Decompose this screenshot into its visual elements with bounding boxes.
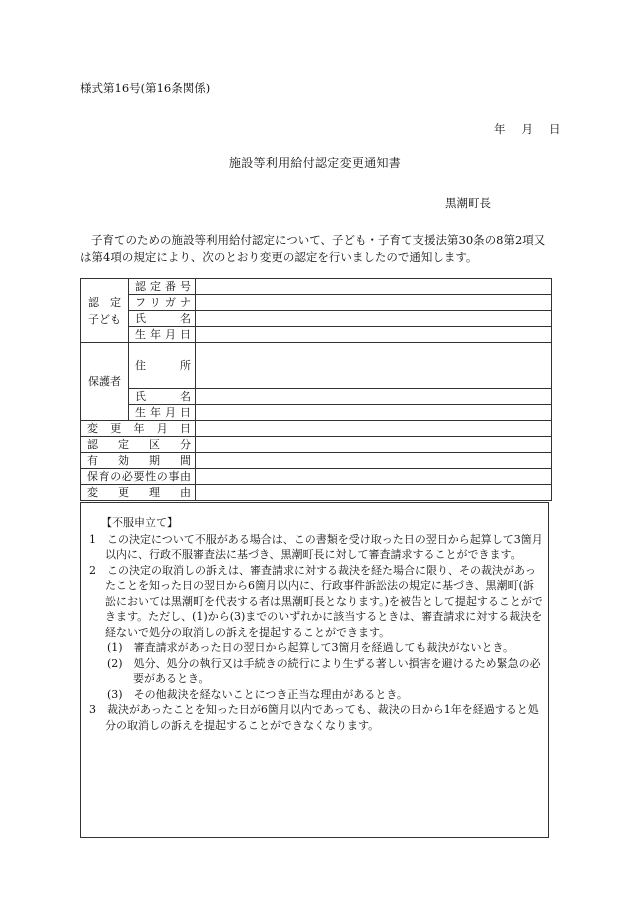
field-label: 氏 名 xyxy=(129,311,196,327)
field-value xyxy=(196,295,552,311)
field-value xyxy=(196,279,552,295)
document-title: 施設等利用給付認定変更通知書 xyxy=(228,156,402,170)
field-label: 氏 名 xyxy=(129,389,196,405)
guardian-group-label: 保護者 xyxy=(81,343,129,421)
certification-table xyxy=(80,278,552,501)
form-number: 様式第16号(第16条関係) xyxy=(80,81,211,95)
field-label: 有効期間 xyxy=(81,453,196,469)
intro-line-1: 子育てのための施設等利用給付認定について、子ども・子育て支援法第30条の8第2項又 xyxy=(91,233,546,247)
field-label: 住 所 xyxy=(129,343,196,389)
field-label: 保育の必要性の事由 xyxy=(81,469,196,485)
date-day: 日 xyxy=(549,122,561,136)
child-group-label: 認 定 子ども xyxy=(81,279,129,343)
field-value xyxy=(196,421,552,437)
field-label: 生年月日 xyxy=(129,405,196,421)
field-value xyxy=(196,405,552,421)
appeal-sub-item: (3) その他裁決を経ないことにつき正当な理由があるとき。 xyxy=(107,687,408,701)
field-value xyxy=(196,327,552,343)
field-value xyxy=(196,437,552,453)
date-year: 年 xyxy=(494,122,506,136)
appeal-sub-item: (2) 処分、処分の執行又は手続きの続行により生ずる著しい損害を避けるため緊急の必要があるとき。 xyxy=(107,656,541,685)
date-line xyxy=(494,121,561,137)
field-label: 認定区分 xyxy=(81,437,196,453)
appeal-item: 2 この決定の取消しの訴えは、審査請求に対する裁決を経た場合に限り、その裁決があったことを知った日の翌日から6箇月以内に、行政事件訴訟法の規定に基づき、黒潮町(訴訟においては黒潮町を代表する者は黒潮町長となります。)を被告として提起することができます。ただし、(1)から(3)までのいずれかに該当するときは、審査請求に対する裁決を経ないで処分の取消しの訴えを提起することができます。 xyxy=(89,563,543,639)
table-row xyxy=(81,343,552,389)
appeal-item: 3 裁決があったことを知った日が6箇月以内であっても、裁決の日から1年を経過すると処分の取消しの訴えを提起することができなくなります。 xyxy=(89,703,539,732)
table-row xyxy=(81,421,552,437)
appeal-notice-content xyxy=(89,515,544,733)
field-value xyxy=(196,453,552,469)
intro-line-2: は第4項の規定により、次のとおり変更の認定を行いましたので通知します。 xyxy=(80,250,478,264)
field-value xyxy=(196,343,552,389)
field-label: 変更年月日 xyxy=(81,421,196,437)
table-row xyxy=(81,437,552,453)
intro-paragraph xyxy=(80,232,550,266)
table-row xyxy=(81,389,552,405)
appeal-notice-box xyxy=(80,502,549,838)
field-value xyxy=(196,485,552,501)
table-row xyxy=(81,453,552,469)
field-label: 認定番号 xyxy=(129,279,196,295)
table-row xyxy=(81,311,552,327)
field-label: 変更理由 xyxy=(81,485,196,501)
field-label: 生年月日 xyxy=(129,327,196,343)
appeal-item: 1 この決定について不服がある場合は、この書類を受け取った日の翌日から起算して3箇月以内に、行政不服審査法に基づき、黒潮町長に対して審査請求することができます。 xyxy=(89,532,543,561)
issuer: 黒潮町長 xyxy=(445,196,491,210)
table-row xyxy=(81,295,552,311)
field-value xyxy=(196,389,552,405)
field-label: フリガナ xyxy=(129,295,196,311)
table-row xyxy=(81,327,552,343)
table-row xyxy=(81,485,552,501)
table-row xyxy=(81,405,552,421)
appeal-heading: 【不服申立て】 xyxy=(101,516,178,529)
appeal-sub-item: (1) 審査請求があった日の翌日から起算して3箇月を経過しても裁決がないとき。 xyxy=(107,641,515,654)
field-value xyxy=(196,469,552,485)
date-month: 月 xyxy=(521,122,533,136)
table-row xyxy=(81,469,552,485)
field-value xyxy=(196,311,552,327)
table-row xyxy=(81,279,552,295)
